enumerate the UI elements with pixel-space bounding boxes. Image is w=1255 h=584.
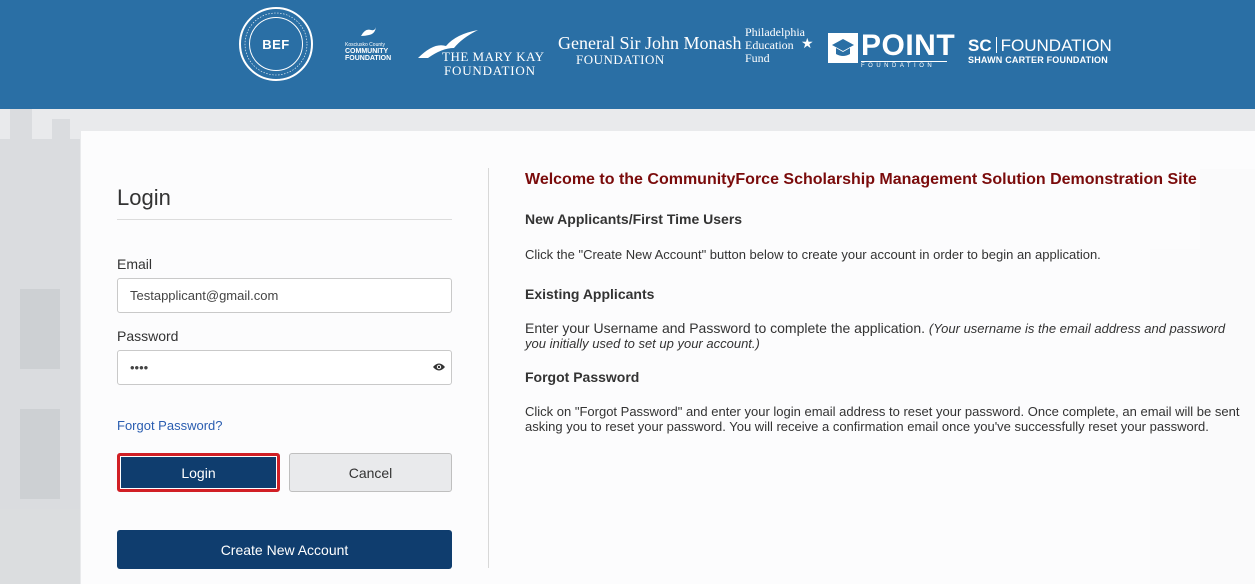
graduation-cap-icon (828, 33, 858, 63)
bird-icon (359, 26, 377, 40)
scf-line1 (968, 36, 1124, 55)
create-new-account-button[interactable]: Create New Account (117, 530, 452, 569)
point-word: POINT (861, 29, 956, 62)
monash-logo (558, 33, 742, 67)
monash-line1: General Sir John Monash (558, 33, 742, 53)
forgot-password-link[interactable]: Forgot Password? (117, 418, 223, 433)
kcf-line1 (345, 48, 391, 62)
existing-applicants-main: Enter your Username and Password to complete the application. (525, 320, 925, 336)
existing-applicants-text (525, 321, 1240, 351)
forgot-password-text: Click on "Forgot Password" and enter your login email address to reset your password. Once complete, an email will be sent asking you to reset your password. You will receive a confirmation email once you've successfully reset your password. (525, 404, 1240, 434)
bef-logo (239, 7, 313, 81)
mary-kay-logo (416, 28, 545, 78)
existing-applicants-heading: Existing Applicants (525, 286, 655, 302)
point-sub: FOUNDATION (861, 61, 947, 69)
password-label: Password (117, 328, 179, 344)
kcf-logo (345, 26, 397, 70)
bef-logo-text: BEF (249, 17, 303, 71)
scf-sub: SHAWN CARTER FOUNDATION (968, 55, 1108, 65)
phila-line3: Fund (745, 51, 770, 65)
phila-education-fund-logo (745, 26, 817, 65)
kcf-community: COMMUNITY (345, 48, 389, 55)
mary-kay-line1: THE MARY KAY (442, 49, 545, 64)
vertical-divider (488, 168, 489, 568)
existing-applicants-note: (Your username is the email address and password you initially used to set up your account.) (525, 321, 1226, 351)
phila-line1: Philadelphia (745, 25, 805, 39)
sponsor-banner (0, 0, 1255, 109)
monash-line2: FOUNDATION (576, 52, 665, 67)
kcf-small-text: Kosciusko County (345, 42, 386, 48)
mary-kay-line2: FOUNDATION (444, 63, 536, 78)
password-field[interactable] (117, 350, 452, 385)
scf-mark: SC (968, 36, 992, 55)
scf-word: FOUNDATION (1000, 36, 1112, 55)
forgot-password-heading: Forgot Password (525, 369, 640, 385)
kcf-foundation: FOUNDATION (345, 55, 392, 62)
login-title-divider (117, 219, 452, 220)
star-icon: ★ (801, 37, 814, 52)
shawn-carter-foundation-logo (968, 36, 1124, 66)
phila-line2: Education (745, 38, 794, 52)
login-title: Login (117, 185, 171, 210)
scf-divider (996, 37, 997, 53)
new-applicants-heading: New Applicants/First Time Users (525, 211, 743, 227)
welcome-heading: Welcome to the CommunityForce Scholarship Management Solution Demonstration Site (525, 171, 1197, 188)
login-button[interactable]: Login (117, 453, 280, 492)
point-foundation-logo (828, 29, 956, 69)
new-applicants-text: Click the "Create New Account" button below to create your account in order to begin an application. (525, 247, 1101, 262)
email-field[interactable] (117, 278, 452, 313)
show-password-eye-icon[interactable] (432, 361, 446, 373)
email-label: Email (117, 256, 153, 272)
cancel-button[interactable]: Cancel (289, 453, 452, 492)
